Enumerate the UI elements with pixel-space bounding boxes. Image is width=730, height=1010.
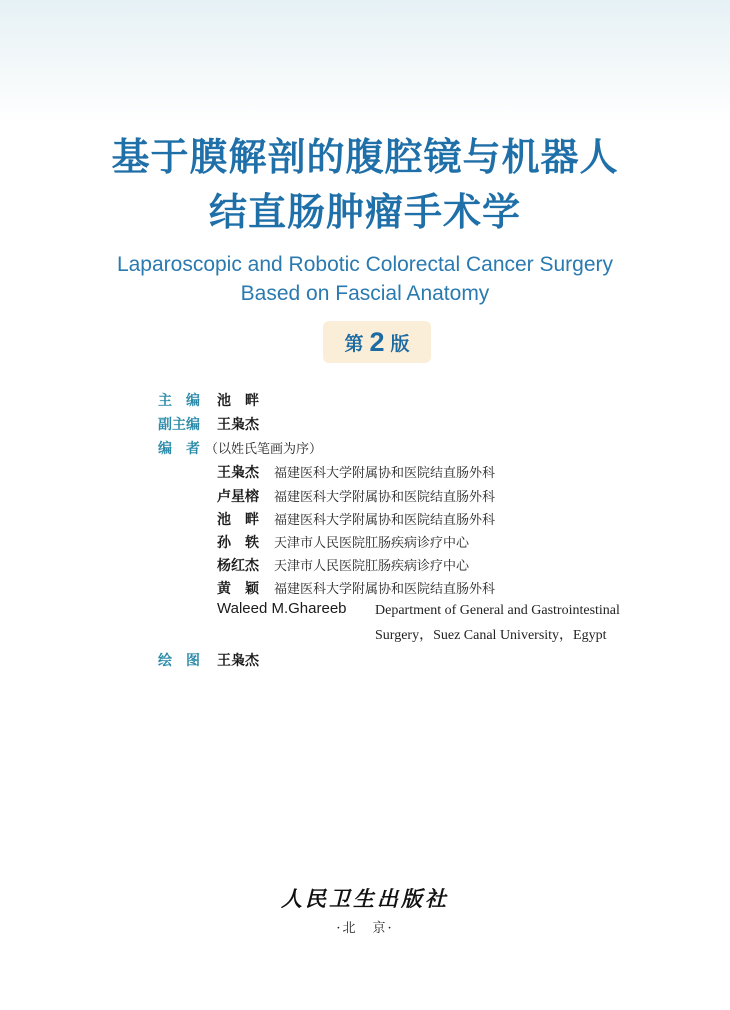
author-affiliation: 天津市人民医院肛肠疾病诊疗中心: [274, 559, 470, 574]
chief-editor-name: 池 畔: [217, 393, 259, 409]
book-title-cn-line2: 结直肠肿瘤手术学: [208, 190, 521, 234]
author-name: 孙 轶: [217, 535, 259, 551]
authors-label: 编 者: [158, 441, 200, 457]
deputy-editor-name: 王枭杰: [217, 417, 259, 433]
foreign-author-affiliation-line2: Surgery，Suez Canal University，Egypt: [375, 628, 607, 643]
foreign-author-affiliation-line1: Department of General and Gastrointestinal: [375, 603, 620, 618]
author-affiliation: 天津市人民医院肛肠疾病诊疗中心: [274, 536, 470, 551]
author-name: 杨红杰: [217, 558, 259, 574]
author-name: 黄 颖: [217, 581, 259, 597]
author-name: 卢星榕: [217, 489, 259, 505]
author-name: 池 畔: [217, 512, 259, 528]
illustrator-name: 王枭杰: [217, 653, 259, 669]
foreign-author-name: Waleed M.Ghareeb: [217, 600, 347, 617]
publisher-city: ·北 京·: [336, 921, 394, 936]
chief-editor-label: 主 编: [158, 393, 200, 409]
book-title-cn-line1: 基于膜解剖的腹腔镜与机器人: [111, 135, 619, 179]
deputy-editor-label: 副主编: [158, 417, 200, 433]
edition-suffix: 版: [390, 332, 410, 355]
foreign-author-affiliation: [375, 598, 675, 648]
book-title-en-line2: Based on Fascial Anatomy: [240, 282, 490, 305]
author-affiliation: 福建医科大学附属协和医院结直肠外科: [274, 582, 496, 597]
author-affiliation: 福建医科大学附属协和医院结直肠外科: [274, 513, 496, 528]
book-title-en-line1: Laparoscopic and Robotic Colorectal Cancer Surgery: [116, 253, 614, 276]
authors-note: （以姓氏笔画为序）: [205, 442, 323, 457]
author-affiliation: 福建医科大学附属协和医院结直肠外科: [274, 490, 496, 505]
author-name: 王枭杰: [217, 465, 259, 481]
edition-prefix: 第: [344, 332, 364, 355]
author-affiliation: 福建医科大学附属协和医院结直肠外科: [274, 466, 496, 481]
edition-number: 2: [369, 326, 385, 357]
publisher-name: 人民卫生出版社: [281, 886, 449, 911]
edition-badge: [323, 321, 431, 363]
illustrator-label: 绘 图: [158, 653, 200, 669]
